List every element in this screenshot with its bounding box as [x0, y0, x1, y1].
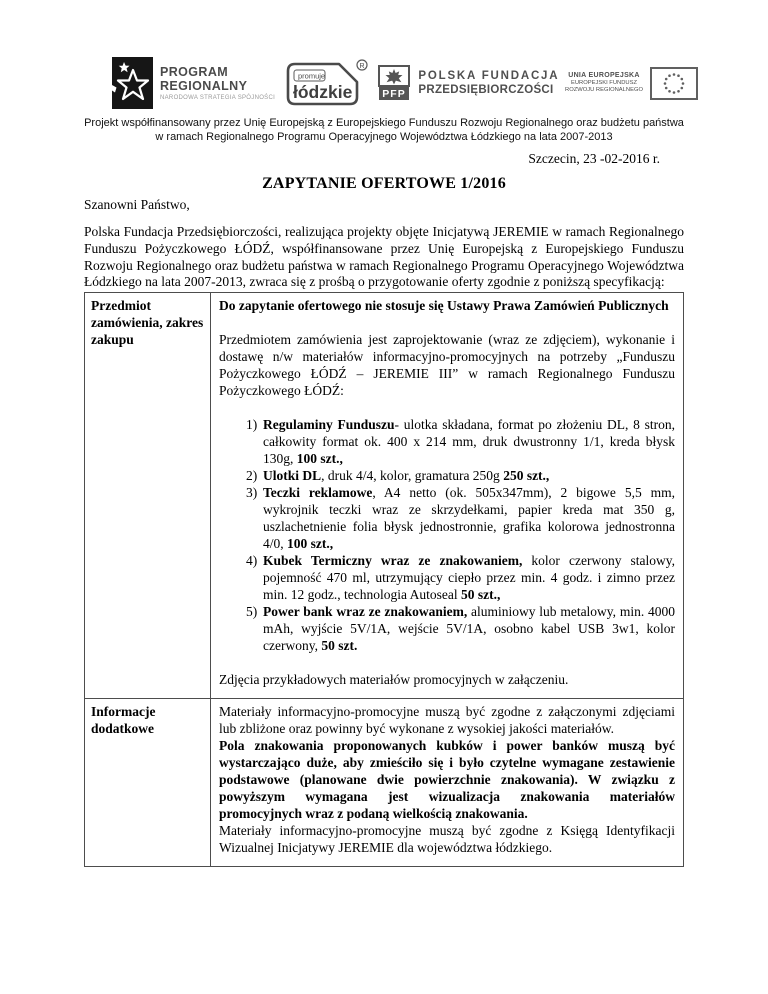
registered-mark: R — [359, 62, 365, 70]
logo-unia-europejska — [565, 67, 698, 100]
place-date-line: Szczecin, 23 -02-2016 r. — [528, 151, 660, 166]
list-item: Kubek Termiczny wraz ze znakowaniem, kolor czerwony stalowy, pojemność 470 ml, utrzymujący ciepło przez min. 4 godz. i zimno przez min. 12 godz., technologia Autoseal 50 szt., — [263, 553, 676, 603]
intro-paragraph: Polska Fundacja Przedsiębiorczości, realizująca projekty objęte Inicjatywą JEREMIE w ramach Regionalnego Funduszu Pożyczkowego ŁÓDŹ, współfinansowane przez Unię Europejską z Europejskiego Funduszu Rozwoju Regionalnego oraz budżetu państwa w ramach Regionalnego Programu Operacyjnego Województwa Łódzkiego na lata 2007-2013, zwraca się z prośbą o przygotowanie oferty zgodnie z poniższą specyfikacją: — [84, 224, 684, 290]
nss-name-line1: PROGRAM — [160, 65, 229, 79]
list-item: Ulotki DL, druk 4/4, kolor, gramatura 250g 250 szt., — [263, 468, 550, 484]
eu-flag-icon — [650, 67, 698, 100]
logo-pfp — [378, 65, 559, 101]
attachment-note: Zdjęcia przykładowych materiałów promocyjnych w załączeniu. — [219, 672, 569, 688]
pfp-name-line2: PRZEDSIĘBIORCZOŚCI — [418, 84, 554, 96]
ordered-items-list — [219, 416, 675, 654]
table-row-informacje — [85, 699, 684, 867]
lodzkie-promuje-label: promuje — [297, 71, 325, 81]
nss-subtitle: NARODOWA STRATEGIA SPÓJNOŚCI — [160, 95, 276, 101]
list-item: Regulaminy Funduszu- ulotka składana, format po złożeniu DL, 8 stron, całkowity format ok. 400 x 214 mm, druk dwustronny 1/1, kreda błysk 130g, 100 szt., — [263, 417, 675, 467]
eu-name: UNIA EUROPEJSKA — [568, 71, 640, 79]
pfp-abbr-label: PFP — [382, 88, 407, 100]
additional-info-paragraph: Materiały informacyjno-promocyjne muszą być zgodne z załączonymi zdjęciami lub zbliżone oraz powinny być wykonane z wysokiej jakości materiałów. — [219, 704, 675, 737]
cofinance-line1: Projekt współfinansowany przez Unię Europejską z Europejskiego Funduszu Rozwoju Regionalnego oraz budżetu państwa — [84, 117, 684, 129]
cofinance-line2: w ramach Regionalnego Programu Operacyjnego Województwa Łódzkiego na lata 2007-2013 — [155, 130, 613, 143]
lodzkie-label: łódzkie — [292, 82, 353, 102]
logo-promuje-lodzkie — [281, 55, 373, 111]
document-title: ZAPYTANIE OFERTOWE 1/2016 — [262, 175, 506, 192]
additional-info-paragraph: Materiały informacyjno-promocyjne muszą być zgodne z Księgą Identyfikacji Wizualnej Inicjatywy JEREMIE dla województwa łódzkiego. — [219, 823, 675, 856]
logo-strip — [112, 54, 698, 112]
pfp-leaf-icon — [378, 65, 410, 101]
row-label-przedmiot-zamowienia: Przedmiot zamówienia, zakres zakupu — [85, 293, 211, 699]
row-content-przedmiot — [211, 293, 684, 699]
row-label-informacje-dodatkowe: Informacje dodatkowe — [85, 699, 211, 867]
logo-program-regionalny — [112, 57, 275, 109]
lodzkie-tag-icon — [281, 55, 373, 111]
subject-intro: Przedmiotem zamówienia jest zaprojektowanie (wraz ze zdjęciem), wykonanie i dostawę n/w materiałów informacyjno-promocyjnych na potrzeby „Funduszu Pożyczkowego ŁÓDŹ – JEREMIE III” w ramach Regionalnego Funduszu Pożyczkowego ŁÓDŹ: — [219, 332, 675, 399]
specification-table — [84, 292, 684, 867]
eu-fund-line2: ROZWOJU REGIONALNEGO — [565, 87, 643, 94]
eu-fund-line1: EUROPEJSKI FUNDUSZ — [570, 80, 637, 87]
cofinance-note — [0, 117, 768, 144]
nss-name-line2: REGIONALNY — [160, 79, 248, 93]
nss-flag-icon — [112, 57, 153, 109]
table-row-przedmiot — [85, 293, 684, 699]
row-content-informacje — [211, 699, 684, 867]
salutation: Szanowni Państwo, — [84, 197, 190, 212]
additional-info-paragraph: Pola znakowania proponowanych kubków i power banków muszą być wystarczająco duże, aby zmieściło się i było czytelne wymagane zestawienie podstawowe (planowane dwie powierzchnie znakowania). W związku z powyższym wymagana jest wizualizacja znakowania materiałów promocyjnych wraz z podaną wielkością znakowania. — [219, 738, 675, 822]
list-item: Power bank wraz ze znakowaniem, aluminiowy lub metalowy, min. 4000 mAh, wyjście 5V/1A, wejście 5V/1A, osobno kabel USB 3w1, kolor czerwony, 50 szt. — [263, 604, 675, 654]
no-pzp-notice: Do zapytanie ofertowego nie stosuje się Ustawy Prawa Zamówień Publicznych — [219, 298, 669, 314]
pfp-name-line1: POLSKA FUNDACJA — [418, 70, 560, 82]
list-item: Teczki reklamowe, A4 netto (ok. 505x347mm), 2 bigowe 5,5 mm, wykrojnik teczki wraz ze skrzydełkami, papier kreda mat 350 g, uszlachetnienie folia błysk jednostronnie, grafika kolorowa jednostronna 4/0, 100 szt., — [263, 485, 675, 552]
